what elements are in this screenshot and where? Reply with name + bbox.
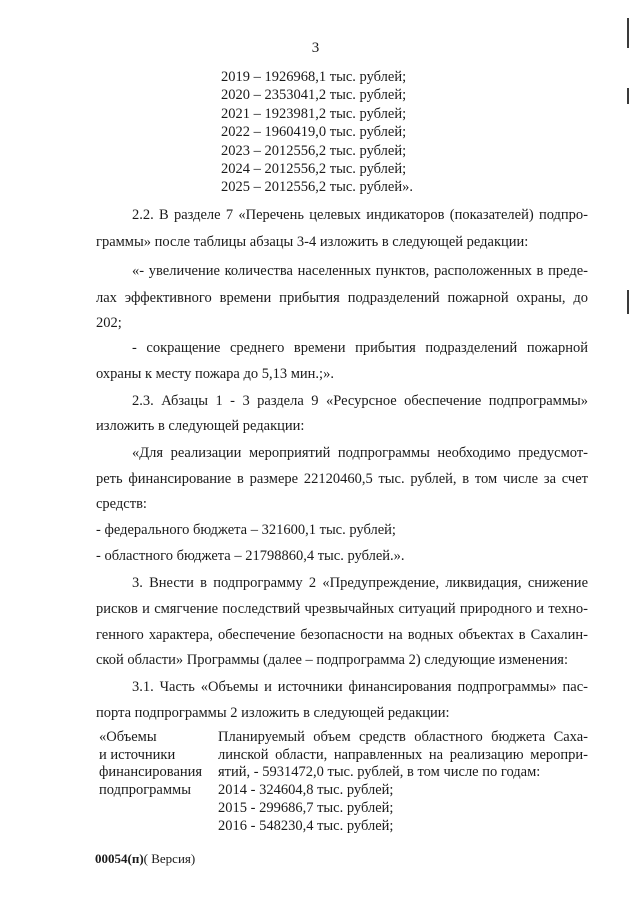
funding-year-item: 2025 – 2012556,2 тыс. рублей». <box>221 179 413 196</box>
passport-label-line: подпрограммы <box>99 782 191 799</box>
passport-value-line: 2015 - 299686,7 тыс. рублей; <box>218 799 394 816</box>
paragraph-3-line: генного характера, обеспечение безопасности на водных объектах в Сахалин- <box>96 627 588 643</box>
paragraph-3-line: рисков и смягчение последствий чрезвычайных ситуаций природного и техно- <box>96 601 588 617</box>
scan-edge-mark <box>627 88 629 104</box>
budget-item-line: - федерального бюджета – 321600,1 тыс. рублей; <box>96 522 396 538</box>
funding-year-item: 2023 – 2012556,2 тыс. рублей; <box>221 142 407 159</box>
quoted-item-line: - сокращение среднего времени прибытия подразделений пожарной <box>132 340 588 356</box>
passport-table-value <box>218 729 588 835</box>
passport-table-label <box>99 729 202 800</box>
quoted-item-line: охраны к месту пожара до 5,13 мин.;». <box>96 366 334 382</box>
quoted-paragraph-line: средств: <box>96 496 147 512</box>
passport-value-line: линской области, направленных на реализацию меропри- <box>218 746 588 763</box>
scan-edge-mark <box>627 18 629 48</box>
passport-value-line: 2014 - 324604,8 тыс. рублей; <box>218 782 394 799</box>
quoted-paragraph-line: «Для реализации мероприятий подпрограммы необходимо предусмот- <box>132 445 588 461</box>
paragraph-3-line: ской области» Программы (далее – подпрограмма 2) следующие изменения: <box>96 652 568 668</box>
document-code: 00054(п) <box>95 851 144 866</box>
paragraph-2-3-line: 2.3. Абзацы 1 - 3 раздела 9 «Ресурсное обеспечение подпрограммы» <box>132 393 588 409</box>
paragraph-2-3-line: изложить в следующей редакции: <box>96 418 305 434</box>
scan-edge-mark <box>627 290 629 314</box>
funding-by-year-list <box>221 68 413 197</box>
quoted-item-line: 202; <box>96 315 122 331</box>
passport-value-line: ятий, - 5931472,0 тыс. рублей, в том числе по годам: <box>218 764 541 781</box>
quoted-item-line: «- увеличение количества населенных пунктов, расположенных в преде- <box>132 263 588 279</box>
paragraph-3-1-line: порта подпрограммы 2 изложить в следующей редакции: <box>96 705 450 721</box>
funding-year-item: 2019 – 1926968,1 тыс. рублей; <box>221 69 407 85</box>
funding-year-item: 2021 – 1923981,2 тыс. рублей; <box>221 105 407 122</box>
paragraph-3-1-line: 3.1. Часть «Объемы и источники финансирования подпрограммы» пас- <box>132 679 588 695</box>
document-footer <box>95 851 195 867</box>
paragraph-2-2-line: 2.2. В разделе 7 «Перечень целевых индикаторов (показателей) подпро- <box>132 207 588 223</box>
quoted-item-line: лах эффективного времени прибытия подразделений пожарной охраны, до <box>96 290 588 306</box>
funding-year-item: 2022 – 1960419,0 тыс. рублей; <box>221 124 407 141</box>
document-version: ( Версия) <box>143 851 196 866</box>
passport-label-line: финансирования <box>99 764 203 781</box>
passport-label-line: и источники <box>99 746 176 763</box>
funding-year-item: 2024 – 2012556,2 тыс. рублей; <box>221 161 407 178</box>
passport-label-line: «Объемы <box>99 729 157 745</box>
passport-value-line: Планируемый объем средств областного бюджета Саха- <box>218 729 588 745</box>
funding-year-item: 2020 – 2353041,2 тыс. рублей; <box>221 87 407 104</box>
quoted-paragraph-line: реть финансирование в размере 22120460,5 тыс. рублей, в том числе за счет <box>96 471 588 487</box>
page-number: 3 <box>311 40 320 56</box>
paragraph-2-2-line: граммы» после таблицы абзацы 3-4 изложить в следующей редакции: <box>96 234 529 250</box>
paragraph-3-line: 3. Внести в подпрограмму 2 «Предупреждение, ликвидация, снижение <box>132 575 588 591</box>
budget-item-line: - областного бюджета – 21798860,4 тыс. рублей.». <box>96 548 405 564</box>
passport-value-line: 2016 - 548230,4 тыс. рублей; <box>218 817 394 834</box>
